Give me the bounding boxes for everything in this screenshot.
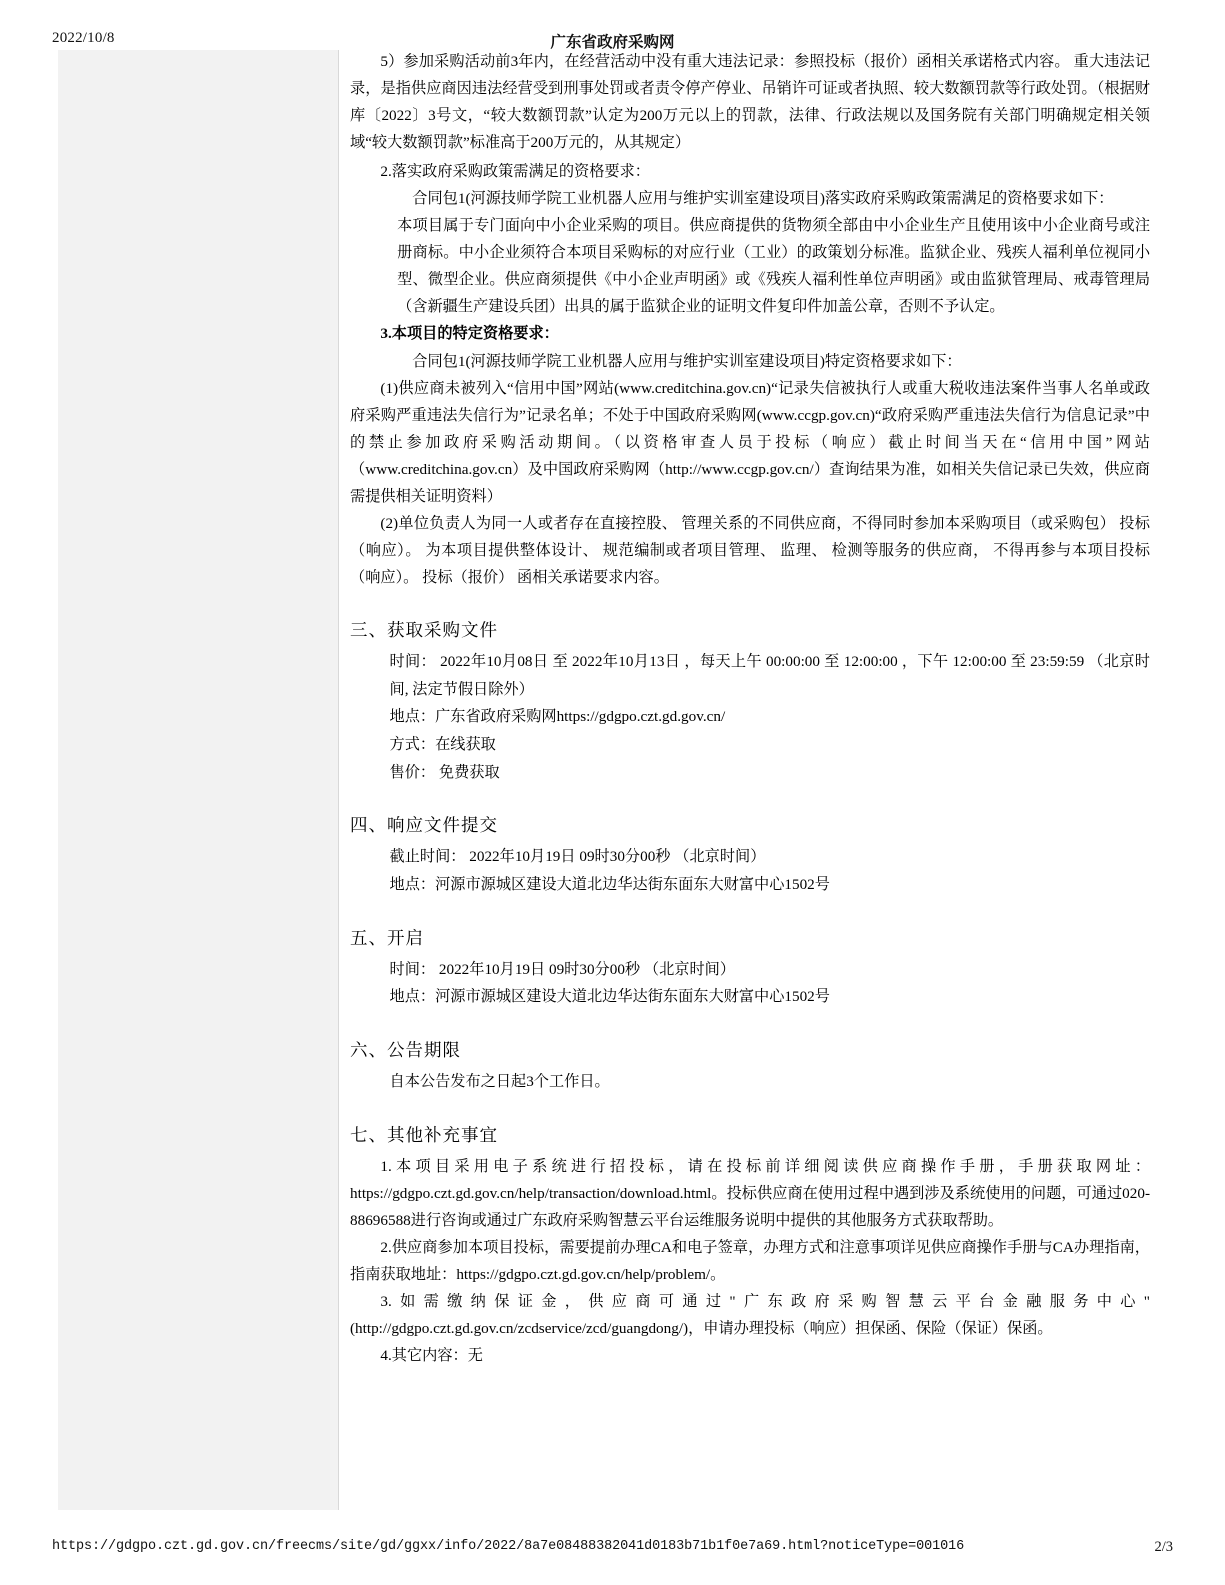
paragraph-item-3-clause-2: (2)单位负责人为同一人或者存在直接控股、 管理关系的不同供应商，不得同时参加本采购项目（或采购包） 投标（响应）。 为本项目提供整体设计、 规范编制或者项目管理、 监理、 检测等服务的供应商， 不得再参与本项目投标（响应）。 投标（报价） 函相关承诺要求内容。 (350, 514, 1150, 586)
section-7-line-2: 2.供应商参加本项目投标，需要提前办理CA和电子签章，办理方式和注意事项详见供应商操作手册与CA办理指南，指南获取地址：https://gdgpo.czt.gd.gov.cn/help/problem/。 (350, 1238, 1150, 1283)
section-3-line-1: 时间： 2022年10月08日 至 2022年10月13日 ，每天上午 00:00:00 至 12:00:00 ，下午 12:00:00 至 23:59:59 （北京时间, 法定节假日除外） (389, 652, 1150, 698)
paragraph-item-2-title: 2.落实政府采购政策需满足的资格要求： (380, 163, 650, 181)
section-4-line-2: 地点：河源市源城区建设大道北边华达街东面东大财富中心1502号 (389, 875, 830, 893)
section-7-line-1: 1.本项目采用电子系统进行招投标，请在投标前详细阅读供应商操作手册，手册获取网址：https://gdgpo.czt.gd.gov.cn/help/transaction/download.html。投标供应商在使用过程中遇到涉及系统使用的问题，可通过020-88696588进行咨询或通过广东政府采购智慧云平台运维服务说明中提供的其他服务方式获取帮助。 (350, 1157, 1150, 1229)
section-title-6: 六、公告期限 (350, 1039, 461, 1060)
paragraph-item-2-package: 合同包1(河源技师学院工业机器人应用与维护实训室建设项目)落实政府采购政策需满足的资格要求如下： (412, 190, 1114, 208)
section-5-line-1: 时间： 2022年10月19日 09时30分00秒 （北京时间） (389, 960, 736, 978)
footer-page-number: 2/3 (1154, 1539, 1173, 1555)
section-title-5: 五、开启 (350, 927, 424, 948)
section-6-line-1: 自本公告发布之日起3个工作日。 (389, 1072, 610, 1090)
header-date: 2022/10/8 (52, 30, 115, 46)
section-3-line-2: 地点：广东省政府采购网https://gdgpo.czt.gd.gov.cn/ (389, 708, 726, 726)
paragraph-item-2-body: 本项目属于专门面向中小企业采购的项目。供应商提供的货物须全部由中小企业生产且使用该中小企业商号或注册商标。中小企业须符合本项目采购标的对应行业（工业）的政策划分标准。监狱企业、残疾人福利单位视同小型、微型企业。供应商须提供《中小企业声明函》或《残疾人福利性单位声明函》或由监狱管理局、戒毒管理局（含新疆生产建设兵团）出具的属于监狱企业的证明文件复印件加盖公章，否则不予认定。 (397, 217, 1150, 316)
section-3-line-4: 售价： 免费获取 (389, 763, 500, 781)
section-7-line-3: 3.如需缴纳保证金，供应商可通过"广东政府采购智慧云平台金融服务中心"(http://gdgpo.czt.gd.gov.cn/zcdservice/zcd/guangdong/)，申请办理投标（响应）担保函、保险（保证）保函。 (350, 1292, 1150, 1337)
section-title-7: 七、其他补充事宜 (350, 1124, 498, 1145)
page-footer (0, 1539, 1225, 1559)
section-5-line-2: 地点：河源市源城区建设大道北边华达街东面东大财富中心1502号 (389, 988, 830, 1006)
paragraph-item-3-package: 合同包1(河源技师学院工业机器人应用与维护实训室建设项目)特定资格要求如下： (412, 352, 962, 370)
left-margin-block (58, 50, 339, 1510)
section-7-line-4: 4.其它内容：无 (380, 1346, 483, 1364)
section-4-line-1: 截止时间： 2022年10月19日 09时30分00秒 （北京时间） (389, 848, 766, 866)
document-content (350, 48, 1150, 1369)
section-title-4: 四、响应文件提交 (350, 815, 498, 836)
section-3-line-3: 方式：在线获取 (389, 735, 496, 753)
section-title-3: 三、获取采购文件 (350, 619, 498, 640)
paragraph-item-3-title: 3.本项目的特定资格要求： (380, 325, 559, 343)
paragraph-item-5: 5）参加采购活动前3年内，在经营活动中没有重大违法记录：参照投标（报价）函相关承诺格式内容。 重大违法记录，是指供应商因违法经营受到刑事处罚或者责令停产停业、吊销许可证或者执照、较大数额罚款等行政处罚。（根据财库〔2022〕3号文，“较大数额罚款”认定为200万元以上的罚款，法律、行政法规以及国务院有关部门明确规定相关领域“较大数额罚款”标准高于200万元的，从其规定） (350, 53, 1150, 152)
header-site-title: 广东省政府采购网 (550, 34, 675, 51)
footer-source-url: https://gdgpo.czt.gd.gov.cn/freecms/site/gd/ggxx/info/2022/8a7e08488382041d0183b71b1f0e7a69.html?noticeType=001016 (52, 1539, 965, 1554)
paragraph-item-3-clause-1: (1)供应商未被列入“信用中国”网站(www.creditchina.gov.cn)“记录失信被执行人或重大税收违法案件当事人名单或政府采购严重违法失信行为”记录名单；不处于中国政府采购网(www.ccgp.gov.cn)“政府采购严重违法失信行为信息记录”中的禁止参加政府采购活动期间。（以资格审查人员于投标（响应）截止时间当天在“信用中国”网站（www.creditchina.gov.cn）及中国政府采购网（http://www.ccgp.gov.cn/）查询结果为准，如相关失信记录已失效，供应商需提供相关证明资料） (350, 379, 1150, 505)
